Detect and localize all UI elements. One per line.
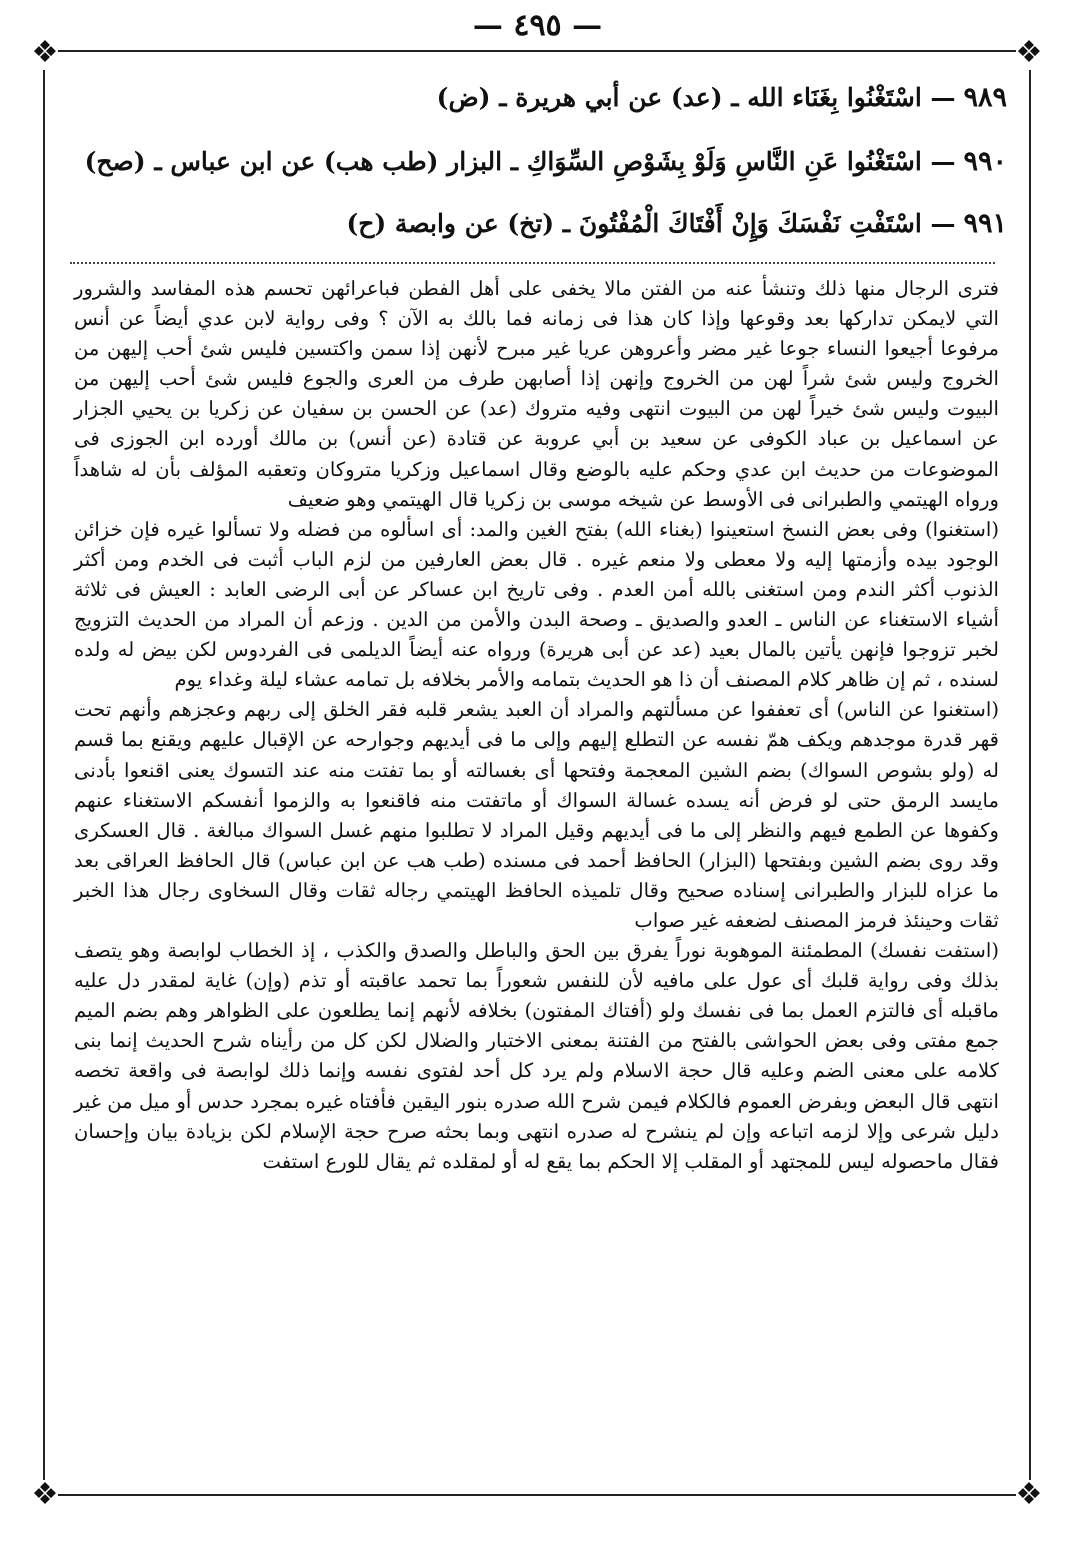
commentary-paragraph: فترى الرجال منها ذلك وتنشأ عنه من الفتن مالا يخفى على أهل الفطن فباعرائهن تحسم هذه المفاسد والشرور التي لايمكن تداركها بعد وقوعها وإذا كان هذا فى زمانه فما بالك به الآن ؟ وفى رواية لابن عدي أيضاً عن أنس مرفوعا أجيعوا النساء جوعا غير مضر وأعروهن عريا غير مبرح لأنهن إذا سمن واكتسين فليس شئ أحب إليهن من الخروج وليس شئ شراً لهن من الخروج وإنهن إذا أصابهن طرف من العرى والجوع فليس شئ أحب إليهن من البيوت وليس شئ خيراً لهن من البيوت انتهى وفيه متروك (عد) عن الحسن بن سفيان عن زكريا بن يحيي الجزار عن اسماعيل بن عباد الكوفى عن سعيد بن أبي عروبة عن قتادة (عن أنس) بن مالك أورده ابن الجوزى فى الموضوعات من حديث ابن عدي وحكم عليه بالوضع وقال اسماعيل وزكريا متروكان وتعقبه المؤلف بأن له شاهداً ورواه الهيتمي والطبرانى فى الأوسط عن شيخه موسى بن زكريا قال الهيتمي وهو ضعيف <box>74 277 999 511</box>
corner-ornament-icon: ❖ <box>1015 35 1043 70</box>
frame-left-line <box>43 70 45 1480</box>
hadith-line <box>60 146 1007 177</box>
corner-ornament-icon: ❖ <box>31 1477 59 1512</box>
hadith-text: — اسْتَفْتِ نَفْسَكَ وَإِنْ أَفْتَاكَ الْمُفْتُونَ ـ (تخ) عن وابصة (ح) <box>346 209 956 238</box>
page-number <box>0 8 1075 43</box>
hadith-line <box>60 208 1007 239</box>
frame-top-line <box>58 50 1016 52</box>
hadith-text: — اسْتَغْنُوا بِغَنَاء الله ـ (عد) عن أبي هريرة ـ (ض) <box>436 83 956 112</box>
hadith-number: ٩٨٩ <box>963 82 1007 113</box>
page-number-dash-left: — <box>572 8 603 43</box>
corner-ornament-icon: ❖ <box>31 35 59 70</box>
commentary-paragraph: (استفت نفسك) المطمئنة الموهوبة نوراً يفرق بين الحق والباطل والصدق والكذب ، إذ الخطاب لوابصة وهو يتصف بذلك وفى رواية قلبك أى عول على مافيه لأن للنفس شعوراً بما تحمد عاقبته أو تذم (وإن) غاية لمقدر دل عليه ماقبله أى فالتزم العمل بما فى نفسك ولو (أفتاك المفتون) بخلافه لأنهم إنما يطلعون على الظواهر وهم بضم الميم جمع مفتى وفى بعض الحواشى بالفتح من الفتنة بمعنى الاختبار والضلال لكن كل من رأيناه شرح الحديث إنما بنى كلامه على معنى الضم وعليه قال حجة الاسلام ولم يرد كل أحد لفتوى نفسه وإنما ذلك لوابصة فى واقعة تخصه انتهى قال البعض وبفرض العموم فالكلام فيمن شرح الله صدره بنور اليقين فأفتاه غيره بمجرد حدس أو ميل من غير دليل شرعى وإلا لزمه اتباعه وإن لم ينشرح له صدره انتهى وبما بحثه صرح حجة الإسلام لكن بزيادة بيان وإحسان فقال ماحصوله ليس للمجتهد أو المقلب إلا الحكم بما يقع له أو لمقلده ثم يقال للورع استفت <box>74 939 999 1173</box>
commentary-body <box>74 274 999 1177</box>
hadith-number: ٩٩١ <box>963 208 1007 239</box>
hadith-number: ٩٩٠ <box>963 146 1007 177</box>
page-number-value: ٤٩٥ <box>513 8 562 43</box>
hadith-text: — اسْتَغْنُوا عَنِ النَّاسِ وَلَوْ بِشَوْصِ السِّوَاكِ ـ البزار (طب هب) عن ابن عباس ـ (صح) <box>84 147 956 176</box>
commentary-paragraph: (استغنوا عن الناس) أى تعففوا عن مسألتهم والمراد أن العبد يشعر قلبه فقر الخلق إلى ربهم وعجزهم وأنهم تحت قهر قدرة موجدهم ويكف همّ نفسه عن التطلع إليهم وإلى ما فى أيديهم وجوارحه عن الإقبال عليهم ويقنع بما قسم له (ولو بشوص السواك) بضم الشين المعجمة وفتحها أى بغسالته أو بما تفتت منه عند التسوك يعنى اقنعوا بأدنى مايسد الرمق حتى لو فرض أنه يسده غسالة السواك أو ماتفتت منه فاقنعوا به والزموا أنفسكم الاستغناء عنهم وكفوها عن الطمع فيهم والنظر إلى ما فى أيديهم وقيل المراد لا تطلبوا منهم غسل السواك مبالغة . قال العسكرى وقد روى بضم الشين وبفتحها (البزار) الحافظ أحمد فى مسنده (طب هب عن ابن عباس) قال الحافظ العراقى بعد ما عزاه للبزار والطبرانى إسناده صحيح وقال تلميذه الحافظ الهيتمي رجاله ثقات وقال السخاوى رجال هذا الخبر ثقات وحينئذ فرمز المصنف لضعفه غير صواب <box>74 698 999 932</box>
page-number-dash-right: — <box>472 8 503 43</box>
corner-ornament-icon: ❖ <box>1015 1477 1043 1512</box>
frame-bottom-line <box>58 1494 1016 1496</box>
frame-right-line <box>1029 70 1031 1480</box>
commentary-paragraph: (استغنوا) وفى بعض النسخ استعينوا (بغناء الله) بفتح الغين والمد: أى اسألوه من فضله ولا تسألوا غيره فإن خزائن الوجود بيده وأزمتها إليه ولا معطى ولا منعم غيره . قال بعض العارفين من لزم الباب أثبت فى الخدم ومن أكثر الذنوب أكثر الندم ومن استغنى بالله أمن العدم . وفى تاريخ ابن عساكر عن أبى الرضى العابد : العيش فى ثلاثة أشياء الاستغناء عن الناس ـ العدو والصديق ـ وصحة البدن والأمن من الدين . وزعم أن المراد من الحديث التزويج لخبر تزوجوا فإنهن يأتين بالمال بعيد (عد عن أبى هريرة) ورواه عنه أيضاً الديلمى فى الفردوس لكن بيض له ولده لسنده ، ثم إن ظاهر كلام المصنف أن ذا هو الحديث بتمامه والأمر بخلافه بل تمامه عشاء ليلة وغداء يوم <box>74 517 999 692</box>
section-divider <box>70 262 995 264</box>
hadith-line <box>60 82 1007 113</box>
